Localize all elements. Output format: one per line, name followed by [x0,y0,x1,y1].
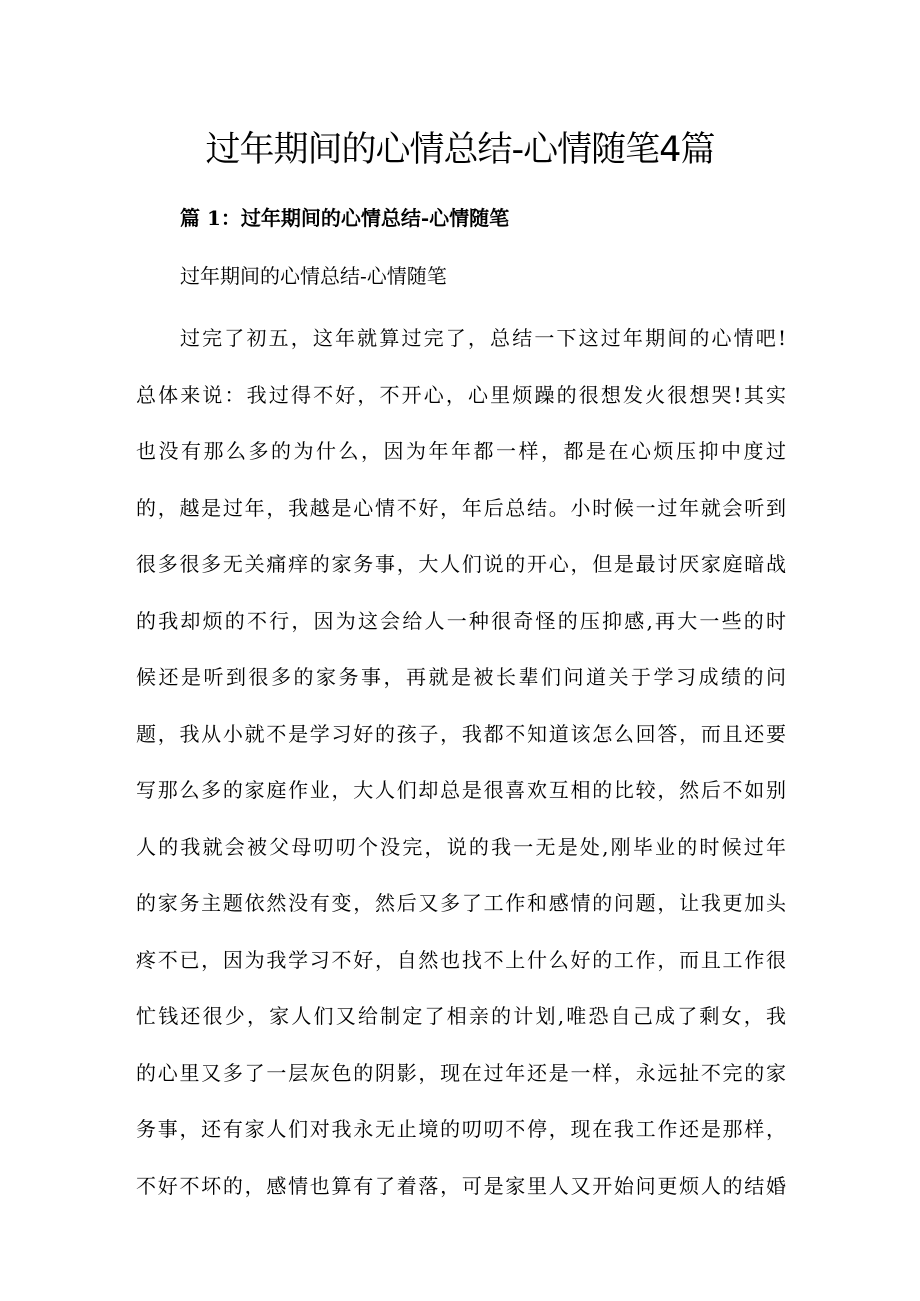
paragraph-line: 过完了初五，这年就算过完了，总结一下这过年期间的心情吧! [180,326,786,350]
section-heading: 篇 1：过年期间的心情总结-心情随笔 [180,206,510,230]
paragraph-line: 务事，还有家人们对我永无止境的叨叨不停，现在我工作还是那样， [136,1117,786,1141]
body-paragraph [136,310,786,1214]
paragraph-line: 的心里又多了一层灰色的阴影，现在过年还是一样，永远扯不完的家 [136,1060,786,1085]
paragraph-line: 疼不已，因为我学习不好，自然也找不上什么好的工作，而且工作很 [136,947,786,972]
paragraph-line: 的我却烦的不行，因为这会给人一种很奇怪的压抑感,再大一些的时 [136,608,786,633]
paragraph-line: 很多很多无关痛痒的家务事，大人们说的开心，但是最讨厌家庭暗战 [136,552,786,576]
paragraph-line: 也没有那么多的为什么，因为年年都一样，都是在心烦压抑中度过 [136,439,786,463]
paragraph-line: 题，我从小就不是学习好的孩子，我都不知道该怎么回答，而且还要 [136,721,786,746]
paragraph-line: 不好不坏的，感情也算有了着落，可是家里人又开始问更烦人的结婚 [136,1173,786,1198]
paragraph-line: 总体来说：我过得不好，不开心，心里烦躁的很想发火很想哭!其实 [136,382,786,407]
paragraph-line: 忙钱还很少，家人们又给制定了相亲的计划,唯恐自己成了剩女，我 [136,1004,786,1028]
paragraph-line: 写那么多的家庭作业，大人们却总是很喜欢互相的比较，然后不如别 [136,778,786,802]
paragraph-line: 的，越是过年，我越是心情不好，年后总结。小时候一过年就会听到 [136,495,786,520]
document-title: 过年期间的心情总结-心情随笔4篇 [205,130,715,170]
paragraph-line: 候还是听到很多的家务事，再就是被长辈们问道关于学习成绩的问 [136,665,786,689]
paragraph-line: 人的我就会被父母叨叨个没完，说的我一无是处,刚毕业的时候过年 [136,834,786,859]
paragraph-line: 的家务主题依然没有变，然后又多了工作和感情的问题，让我更加头 [136,891,786,915]
section-subheading: 过年期间的心情总结-心情随笔 [180,264,447,288]
